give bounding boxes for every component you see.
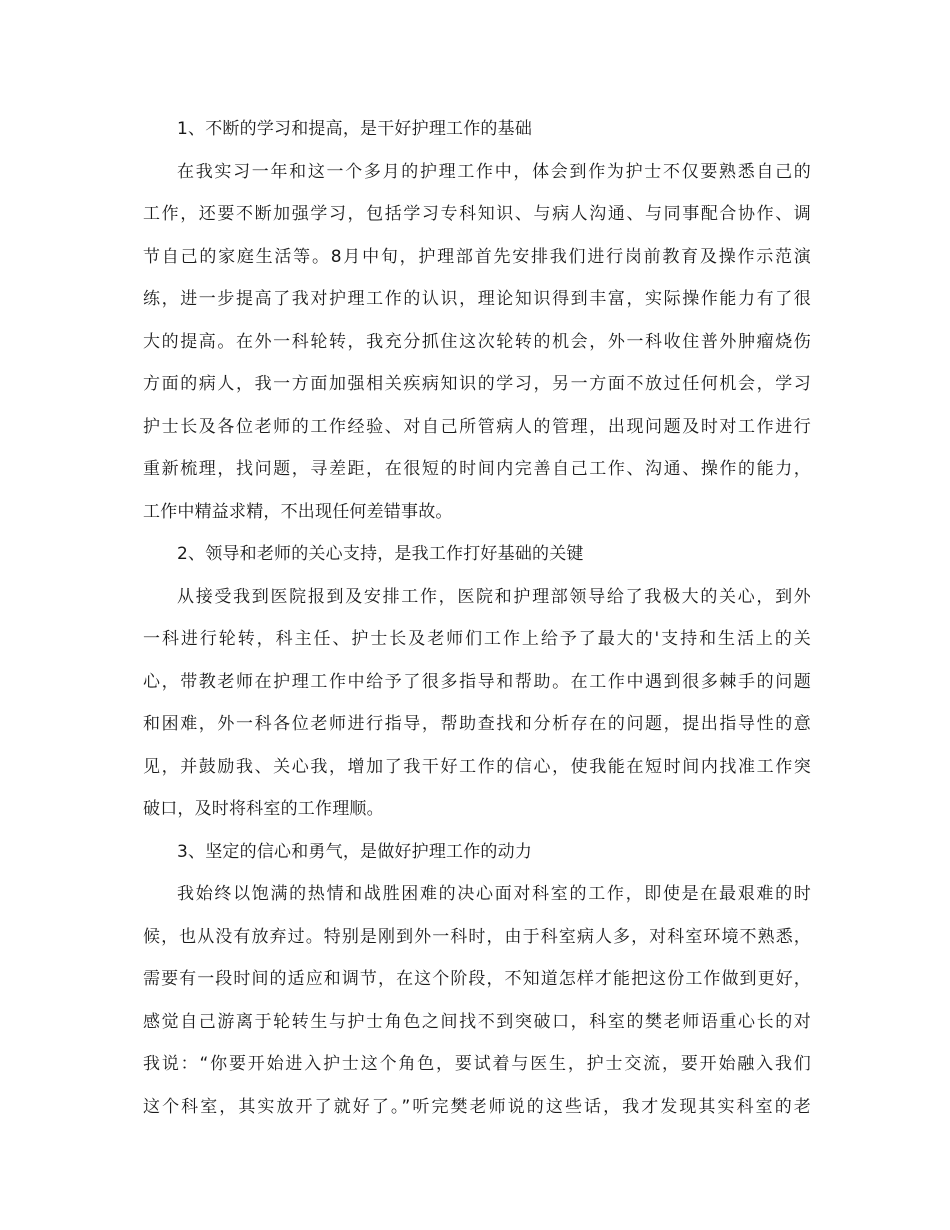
paragraph-line: 一科进行轮转，科主任、护士长及老师们工作上给予了最大的'支持和生活上的关	[143, 629, 811, 649]
paragraph-line: 感觉自己游离于轮转生与护士角色之间找不到突破口，科室的樊老师语重心长的对	[143, 1011, 811, 1032]
paragraph-line: 心，带教老师在护理工作中给予了很多指导和帮助。在工作中遇到很多棘手的问题	[143, 671, 811, 692]
paragraph-line: 和困难，外一科各位老师进行指导，帮助查找和分析存在的问题，提出指导性的意	[143, 714, 811, 734]
paragraph-line: 破口，及时将科室的工作理顺。	[143, 799, 384, 819]
paragraph-line: 从接受我到医院报到及安排工作，医院和护理部领导给了我极大的关心，到外	[177, 586, 811, 607]
document-body	[143, 108, 811, 1128]
paragraph-line: 我说：“你要开始进入护士这个角色，要试着与医生，护士交流，要开始融入我们	[143, 1054, 811, 1074]
paragraph-line: 练，进一步提高了我对护理工作的认识，理论知识得到丰富，实际操作能力有了很	[143, 289, 811, 309]
section-heading-2: 2、领导和老师的关心支持，是我工作打好基础的关键	[177, 544, 584, 564]
paragraph-line: 这个科室，其实放开了就好了。”听完樊老师说的这些话，我才发现其实科室的老	[143, 1096, 811, 1117]
paragraph-line: 见，并鼓励我、关心我，增加了我干好工作的信心，使我能在短时间内找准工作突	[143, 756, 811, 777]
paragraph-line: 重新梳理，找问题，寻差距，在很短的时间内完善自己工作、沟通、操作的能力，	[143, 459, 811, 479]
paragraph-line: 候，也从没有放弃过。特别是刚到外一科时，由于科室病人多，对科室环境不熟悉，	[143, 926, 811, 947]
paragraph-line: 工作中精益求精，不出现任何差错事故。	[143, 501, 453, 522]
paragraph-line: 节自己的家庭生活等。8月中旬，护理部首先安排我们进行岗前教育及操作示范演	[143, 246, 811, 267]
paragraph-line: 我始终以饱满的热情和战胜困难的决心面对科室的工作，即使是在最艰难的时	[177, 884, 811, 904]
paragraph-line: 在我实习一年和这一个多月的护理工作中，体会到作为护士不仅要熟悉自己的	[177, 161, 811, 182]
section-heading-1: 1、不断的学习和提高，是干好护理工作的基础	[177, 119, 533, 139]
section-heading-3: 3、坚定的信心和勇气，是做好护理工作的动力	[177, 841, 533, 862]
paragraph-line: 工作，还要不断加强学习，包括学习专科知识、与病人沟通、与同事配合协作、调	[143, 204, 811, 224]
paragraph-line: 护士长及各位老师的工作经验、对自己所管病人的管理，出现问题及时对工作进行	[143, 416, 811, 437]
paragraph-line: 需要有一段时间的适应和调节，在这个阶段，不知道怎样才能把这份工作做到更好，	[143, 969, 811, 989]
paragraph-line: 大的提高。在外一科轮转，我充分抓住这次轮转的机会，外一科收住普外肿瘤烧伤	[143, 331, 811, 352]
paragraph-line: 方面的病人，我一方面加强相关疾病知识的学习，另一方面不放过任何机会，学习	[143, 374, 811, 394]
